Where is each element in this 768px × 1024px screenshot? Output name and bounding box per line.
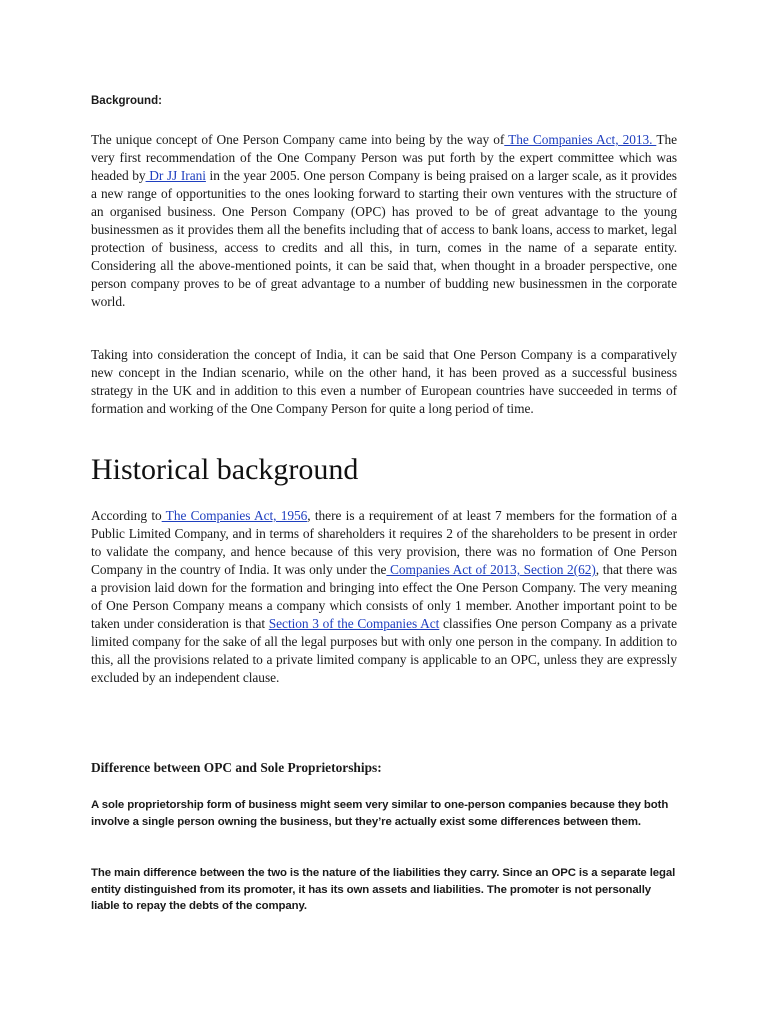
- background-paragraph-1: [91, 131, 677, 311]
- difference-paragraph-2: The main difference between the two is the nature of the liabilities they carry. Since an OPC is a separate legal entity distinguished from its promoter, it has its own assets and liabilities. The promoter is not personally liable to repay the debts of the company.: [91, 867, 676, 912]
- difference-heading: Difference between OPC and Sole Proprietorships:: [91, 760, 382, 775]
- text-segment: The unique concept of One Person Company came into being by the way of: [91, 132, 505, 147]
- companies-act-2013-link[interactable]: The Companies Act, 2013.: [504, 132, 657, 147]
- text-segment: , there is a requirement of at least 7 members for the formation of a Public Limited Company, and in terms of shareholders it requires 2 of the shareholders to be present in order to validate the company, and hence because of this very provision, there was no formation of One Person Company in the country of India. It was only under the: [91, 508, 677, 577]
- historical-paragraph: [91, 507, 677, 687]
- historical-background-heading: Historical background: [91, 453, 359, 486]
- background-heading: Background:: [91, 95, 162, 107]
- text-segment: The very first recommendation of the One Company Person was put forth by the expert committee which was headed by: [91, 132, 677, 183]
- text-segment: classifies One person Company as a private limited company for the sake of all the legal purposes but with only one person in the company. In addition to this, all the provisions related to a private limited company is applicable to an OPC, unless they are expressly excluded by an independent clause.: [91, 616, 677, 685]
- difference-paragraph-1: A sole proprietorship form of business might seem very similar to one-person companies because they both involve a single person owning the business, but they’re actually exist some differences between them.: [91, 799, 669, 828]
- companies-act-2013-section-link[interactable]: Companies Act of 2013, Section 2(62): [386, 562, 596, 577]
- companies-act-1956-link[interactable]: The Companies Act, 1956: [161, 508, 308, 523]
- dr-jj-irani-link[interactable]: Dr JJ Irani: [145, 168, 206, 183]
- text-segment: According to: [91, 508, 162, 523]
- text-segment: in the year 2005. One person Company is being praised on a larger scale, as it provides a new range of opportunities to the ones looking forward to starting their own ventures with the structure of an organised business. One Person Company (OPC) has proved to be of great advantage to the young businessmen as it provides them all the benefits including that of access to bank loans, access to market, legal protection of business, access to credits and all this, in turn, comes in the name of a separate entity. Considering all the above-mentioned points, it can be said that, when thought in a broader perspective, one person company proves to be of great advantage to a number of budding new businessmen in the corporate world.: [91, 168, 677, 309]
- background-paragraph-2: Taking into consideration the concept of India, it can be said that One Person Company is a comparatively new concept in the Indian scenario, while on the other hand, it has been proved as a successful business strategy in the UK and in addition to this even a number of European countries have succeeded in terms of formation and working of the One Company Person for quite a long period of time.: [91, 347, 677, 416]
- section-3-companies-act-link[interactable]: Section 3 of the Companies Act: [268, 616, 440, 631]
- text-segment: , that there was a provision laid down for the formation and bringing into effect the One Person Company. The very meaning of One Person Company means a company which consists of only 1 member. Another important point to be taken under consideration is that: [91, 562, 677, 631]
